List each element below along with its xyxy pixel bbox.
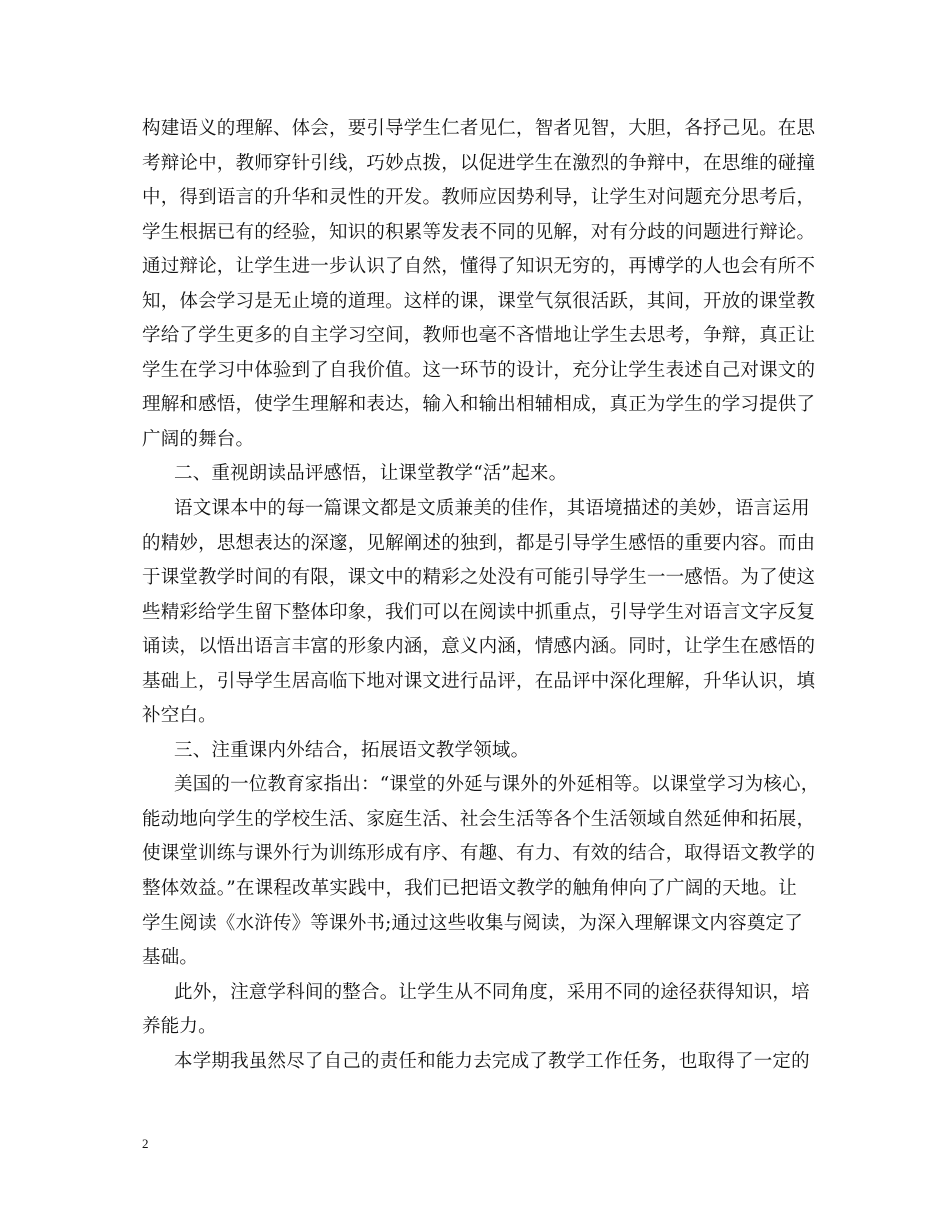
text-line: 学生在学习中体验到了自我价值。这一环节的设计，充分让学生表述自己对课文的 [142, 359, 816, 381]
text-line: 整体效益。”在课程改革实践中，我们已把语文教学的触角伸向了广阔的天地。让 [142, 878, 797, 900]
text-line: 理解和感悟，使学生理解和表达，输入和输出相辅相成，真正为学生的学习提供了 [142, 394, 816, 416]
text-line: 学生阅读《水浒传》等课外书;通过这些收集与阅读，为深入理解课文内容奠定了 [142, 912, 803, 934]
text-line: 学给了学生更多的自主学习空间，教师也毫不吝惜地让学生去思考，争辩，真正让 [142, 325, 816, 347]
text-line: 此外，注意学科间的整合。让学生从不同角度，采用不同的途径获得知识，培 [174, 981, 810, 1003]
text-line: 基础上，引导学生居高临下地对课文进行品评，在品评中深化理解，升华认识，填 [142, 670, 816, 692]
text-line: 学生根据已有的经验，知识的积累等发表不同的见解，对有分歧的问题进行辩论。 [142, 221, 816, 243]
text-line: 美国的一位教育家指出：“课堂的外延与课外的外延相等。以课堂学习为核心， [174, 774, 820, 796]
text-line: 本学期我虽然尽了自己的责任和能力去完成了教学工作任务，也取得了一定的 [174, 1050, 810, 1072]
text-line: 能动地向学生的学校生活、家庭生活、社会生活等各个生活领域自然延伸和拓展， [142, 808, 816, 830]
text-line: 三、注重课内外结合，拓展语文教学领域。 [174, 739, 530, 761]
text-line: 二、重视朗读品评感悟，让课堂教学“活”起来。 [174, 463, 568, 485]
text-line: 语文课本中的每一篇课文都是文质兼美的佳作，其语境描述的美妙，语言运用 [174, 498, 810, 520]
text-line: 于课堂教学时间的有限，课文中的精彩之处没有可能引导学生一一感悟。为了使这 [142, 567, 816, 589]
text-line: 考辩论中，教师穿针引线，巧妙点拨，以促进学生在激烈的争辩中，在思维的碰撞 [142, 152, 816, 174]
text-line: 补空白。 [142, 705, 217, 727]
text-line: 通过辩论，让学生进一步认识了自然，懂得了知识无穷的，再博学的人也会有所不 [142, 256, 816, 278]
text-line: 广阔的舞台。 [142, 428, 255, 450]
text-line: 的精妙，思想表达的深邃，见解阐述的独到，都是引导学生感悟的重要内容。而由 [142, 532, 816, 554]
text-line: 诵读，以悟出语言丰富的形象内涵，意义内涵，情感内涵。同时，让学生在感悟的 [142, 636, 816, 658]
page-number: 2 [142, 1136, 149, 1151]
text-line: 中，得到语言的升华和灵性的开发。教师应因势利导，让学生对问题充分思考后， [142, 187, 816, 209]
text-line: 知，体会学习是无止境的道理。这样的课，课堂气氛很活跃，其间，开放的课堂教 [142, 290, 816, 312]
text-line: 构建语义的理解、体会，要引导学生仁者见仁，智者见智，大胆，各抒己见。在思 [142, 118, 816, 139]
text-line: 基础。 [142, 947, 199, 969]
document-body [142, 112, 820, 1079]
text-line: 使课堂训练与课外行为训练形成有序、有趣、有力、有效的结合，取得语文教学的 [142, 843, 816, 865]
text-line: 些精彩给学生留下整体印象，我们可以在阅读中抓重点，引导学生对语言文字反复 [142, 601, 816, 623]
text-line: 养能力。 [142, 1016, 217, 1038]
